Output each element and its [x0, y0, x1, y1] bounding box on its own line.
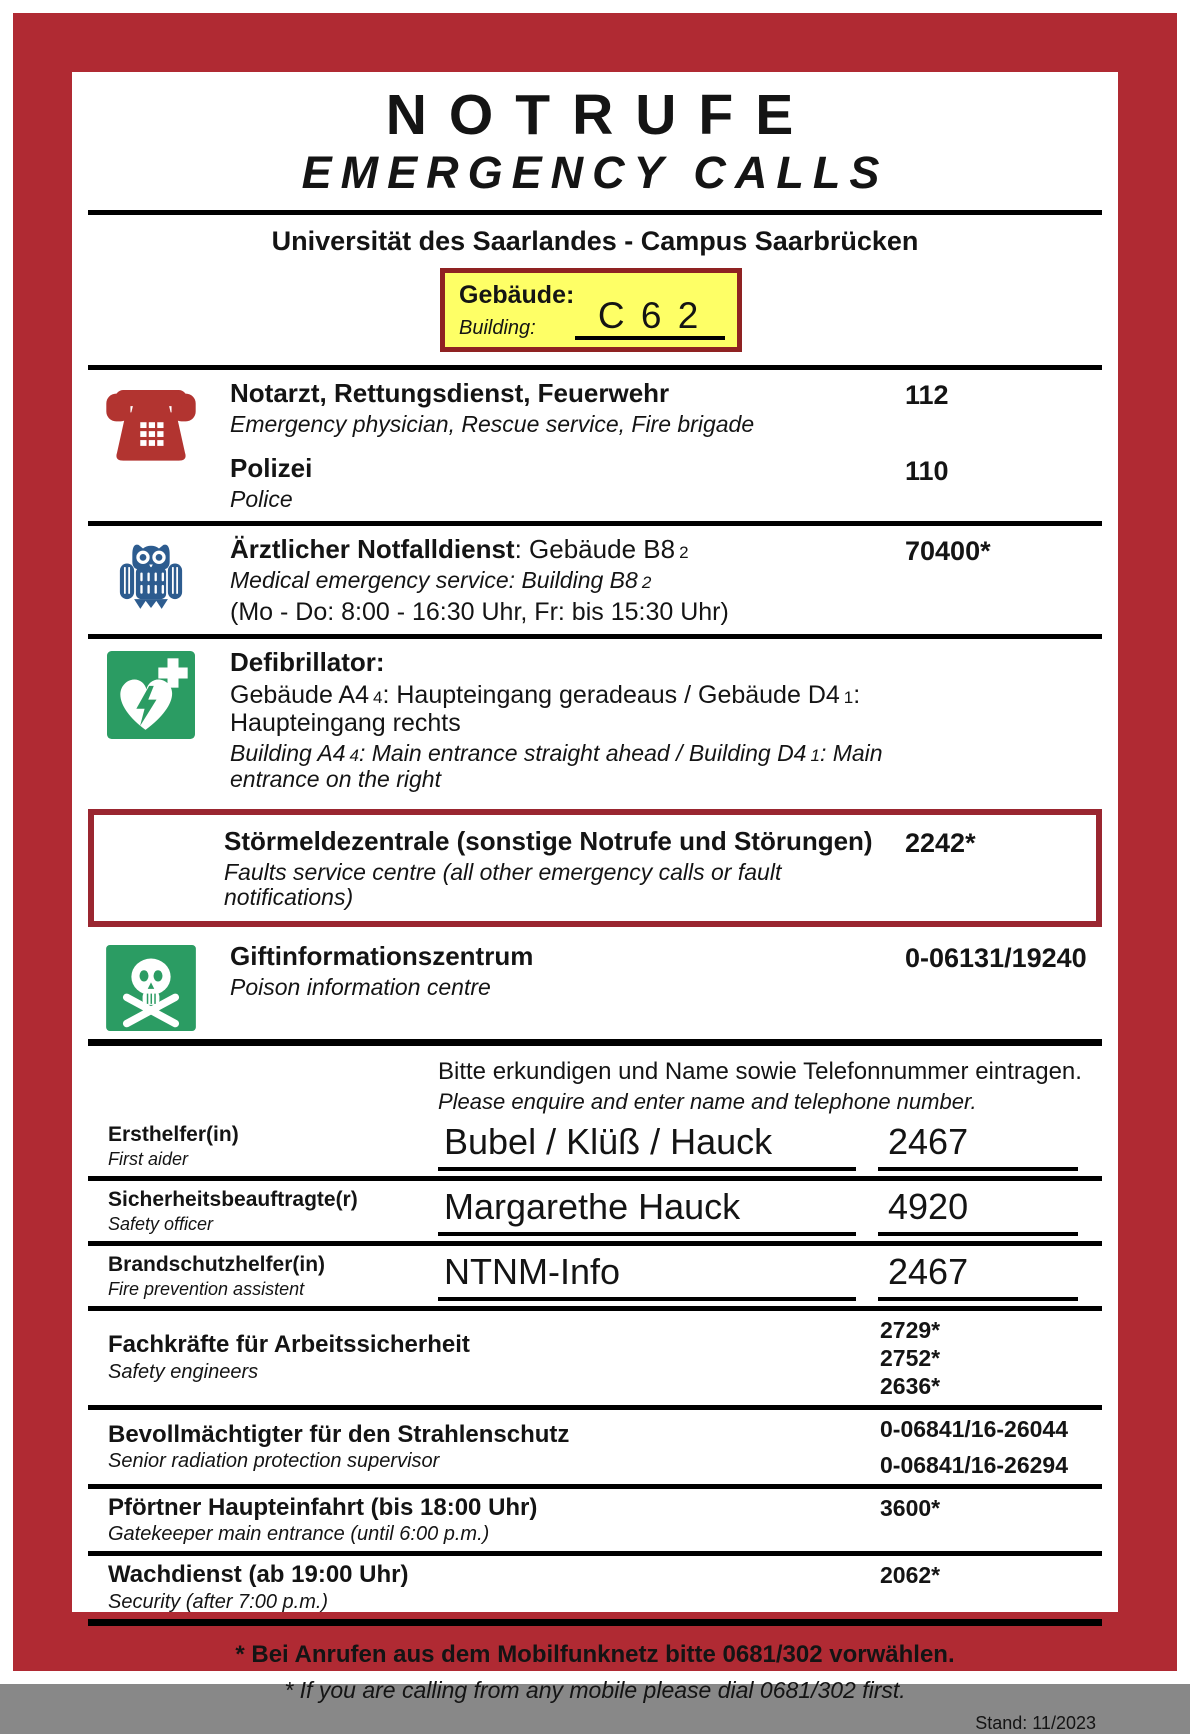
- row-title-en: Police: [230, 486, 293, 513]
- row-label-en: Gatekeeper main entrance (until 6:00 p.m.): [108, 1523, 490, 1546]
- phone-number: 0-06131/19240: [905, 943, 1087, 974]
- phone-number: 2752*: [880, 1344, 941, 1371]
- row-label-en: Senior radiation protection supervisor: [108, 1450, 440, 1473]
- phone-number: 70400*: [905, 536, 991, 567]
- medical-hours: (Mo - Do: 8:00 - 16:30 Uhr, Fr: bis 15:30 Uhr): [230, 597, 729, 626]
- row-title-de: Polizei: [230, 453, 313, 484]
- safety-officer-row: [72, 1181, 1118, 1241]
- medical-title: Ärztlicher Notfalldienst: Gebäude B8 2: [230, 534, 689, 565]
- building-box: [440, 268, 742, 352]
- telephone-icon: [72, 379, 230, 513]
- emergency-row-112: [230, 379, 905, 438]
- phone-field: 2467: [878, 1253, 1078, 1301]
- note-de: Bitte erkundigen und Name sowie Telefonnummer eintragen.: [438, 1058, 1082, 1086]
- building-label-de: Gebäude:: [459, 281, 575, 310]
- phone-number: 2062*: [880, 1562, 941, 1589]
- row-label-de: Wachdienst (ab 19:00 Uhr): [108, 1561, 409, 1589]
- medical-service-section: [72, 526, 1118, 634]
- row-label-en: Security (after 7:00 p.m.): [108, 1591, 329, 1614]
- defibrillator-locations-de: Gebäude A4 4: Haupteingang geradeaus / Gebäude D4 1: Haupteingang rechts: [230, 681, 861, 738]
- university-name: Universität des Saarlandes - Campus Saarbrücken: [271, 226, 919, 257]
- row-label-de: Ersthelfer(in): [108, 1123, 239, 1147]
- phone-number: 110: [905, 456, 949, 487]
- phone-number: 112: [905, 380, 949, 411]
- emergency-row-110: [230, 454, 905, 513]
- poster-title-en: EMERGENCY CALLS: [301, 146, 889, 198]
- defibrillator-locations-en: Building A4 4: Main entrance straight ahead / Building D4 1: Main entrance on the right: [230, 740, 883, 792]
- row-label-de: Fachkräfte für Arbeitssicherheit: [108, 1331, 470, 1359]
- mobile-dialing-note-en: * If you are calling from any mobile please dial 0681/302 first.: [284, 1677, 906, 1704]
- row-title-en: Emergency physician, Rescue service, Fire brigade: [230, 411, 755, 438]
- gatekeeper-row: [72, 1489, 1118, 1552]
- phone-number: 2636*: [880, 1372, 941, 1399]
- emergency-numbers-section: [72, 370, 1118, 521]
- enter-name-note: [438, 1058, 1118, 1114]
- defibrillator-title: Defibrillator:: [230, 646, 385, 677]
- first-aider-row: [72, 1116, 1118, 1176]
- row-label-en: Safety officer: [108, 1214, 214, 1235]
- skull-crossbones-icon: [72, 942, 230, 1031]
- row-label-de: Sicherheitsbeauftragte(r): [108, 1187, 358, 1211]
- version-date: Stand: 11/2023: [975, 1713, 1096, 1734]
- row-title-de: Notarzt, Rettungsdienst, Feuerwehr: [230, 378, 670, 409]
- defibrillator-icon: [72, 648, 230, 793]
- phone-number: 3600*: [880, 1494, 941, 1521]
- faults-title-en: Faults service centre (all other emergency calls or fault notifications): [224, 858, 782, 911]
- faults-centre-box: [88, 809, 1102, 928]
- divider: [88, 210, 1102, 215]
- poison-title-de: Giftinformationszentrum: [230, 941, 534, 972]
- building-label-en: Building:: [459, 317, 536, 340]
- phone-field: 2467: [878, 1123, 1078, 1171]
- phone-number: 2729*: [880, 1316, 941, 1343]
- phone-number: 0-06841/16-26294: [880, 1451, 1068, 1478]
- safety-engineers-row: [72, 1311, 1118, 1405]
- name-field: NTNM-Info: [438, 1253, 856, 1301]
- mobile-dialing-note-de: * Bei Anrufen aus dem Mobilfunknetz bitte 0681/302 vorwählen.: [235, 1641, 955, 1669]
- building-value: C 6 2: [575, 297, 725, 341]
- name-field: Bubel / Klüß / Hauck: [438, 1123, 856, 1171]
- poster-title-de: NOTRUFE: [385, 83, 816, 147]
- row-label-de: Bevollmächtigter für den Strahlenschutz: [108, 1420, 570, 1448]
- row-label-en: Safety engineers: [108, 1361, 259, 1384]
- poison-centre-section: [72, 933, 1118, 1039]
- defibrillator-section: [72, 639, 1118, 801]
- fire-prevention-row: [72, 1246, 1118, 1306]
- row-label-en: First aider: [108, 1149, 189, 1170]
- row-label-en: Fire prevention assistent: [108, 1278, 305, 1299]
- name-field: Margarethe Hauck: [438, 1188, 856, 1236]
- poster-content: [72, 72, 1118, 1734]
- row-label-de: Pförtner Haupteinfahrt (bis 18:00 Uhr): [108, 1493, 538, 1521]
- phone-number: 2242*: [905, 827, 976, 858]
- faults-title-de: Störmeldezentrale (sonstige Notrufe und Störungen): [224, 825, 873, 856]
- poison-title-en: Poison information centre: [230, 974, 491, 1001]
- medical-title-en: Medical emergency service: Building B8 2: [230, 567, 652, 594]
- radiation-protection-row: [72, 1410, 1118, 1484]
- security-row: [72, 1556, 1118, 1619]
- divider: [88, 1039, 1102, 1046]
- note-en: Please enquire and enter name and telephone number.: [438, 1088, 977, 1114]
- owl-icon: [72, 535, 230, 626]
- phone-number: 0-06841/16-26044: [880, 1415, 1068, 1442]
- phone-field: 4920: [878, 1188, 1078, 1236]
- divider: [88, 1619, 1102, 1626]
- row-label-de: Brandschutzhelfer(in): [108, 1252, 326, 1276]
